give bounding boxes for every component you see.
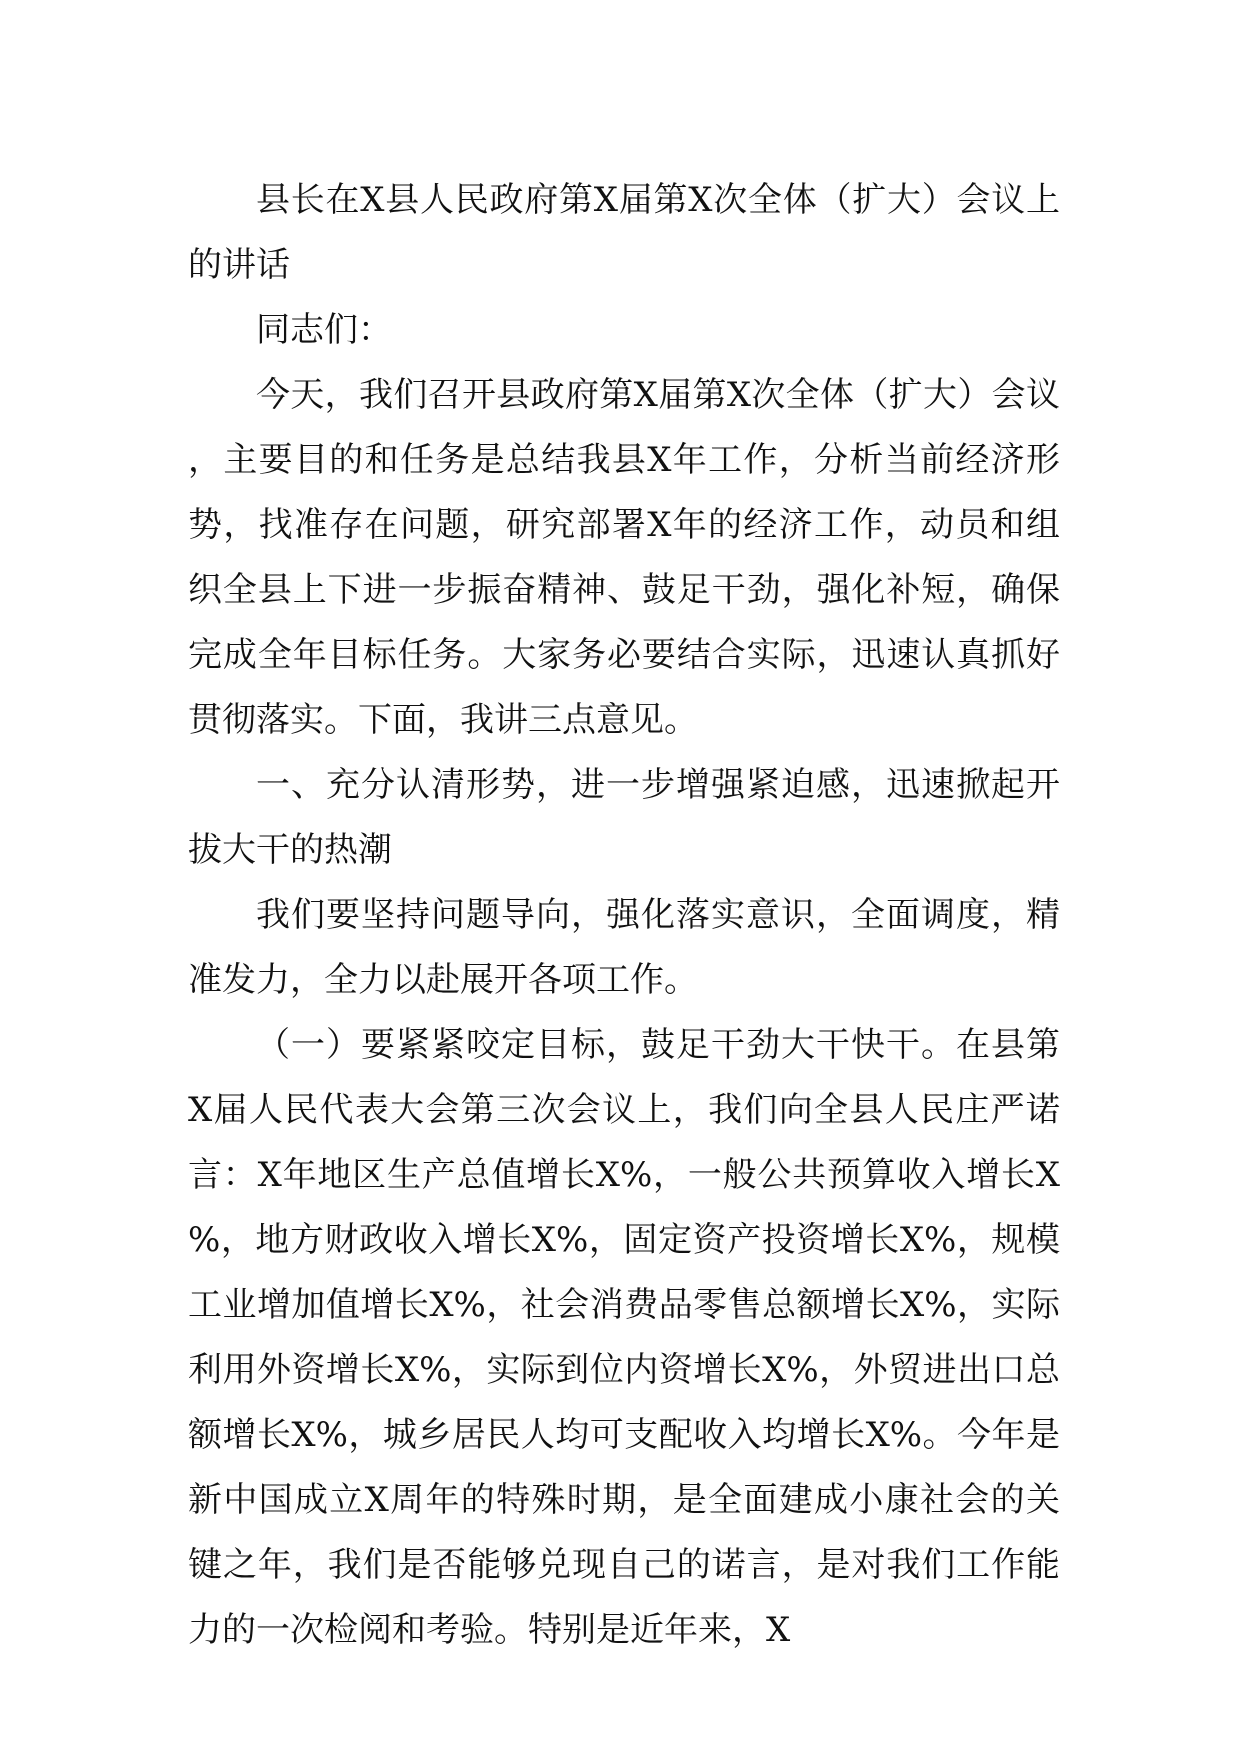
document-title: 县长在X县人民政府第X届第X次全体（扩大）会议上的讲话 [188,180,1060,285]
paragraph-opening: 今天，我们召开县政府第X届第X次全体（扩大）会议，主要目的和任务是总结我县X年工作，分析当前经济形势，找准存在问题，研究部署X年的经济工作，动员和组织全县上下进一步振奋精神、鼓足干劲，强化补短，确保完成全年目标任务。大家务必要结合实际，迅速认真抓好贯彻落实。下面，我讲三点意见。 [188,375,1060,740]
salutation: 同志们： [256,310,392,350]
paragraph-problem-orientation: 我们要坚持问题导向，强化落实意识，全面调度，精准发力，全力以赴展开各项工作。 [188,895,1060,1000]
document-body [188,168,1060,1663]
paragraph-subsection-1: （一）要紧紧咬定目标，鼓足干劲大干快干。在县第X届人民代表大会第三次会议上，我们向全县人民庄严诺言：X年地区生产总值增长X%，一般公共预算收入增长X%，地方财政收入增长X%，固定资产投资增长X%，规模工业增加值增长X%，社会消费品零售总额增长X%，实际利用外资增长X%，实际到位内资增长X%，外贸进出口总额增长X%，城乡居民人均可支配收入均增长X%。今年是新中国成立X周年的特殊时期，是全面建成小康社会的关键之年，我们是否能够兑现自己的诺言，是对我们工作能力的一次检阅和考验。特别是近年来，X [188,1025,1060,1650]
section-heading-1: 一、充分认清形势，进一步增强紧迫感，迅速掀起开拔大干的热潮 [188,765,1060,870]
